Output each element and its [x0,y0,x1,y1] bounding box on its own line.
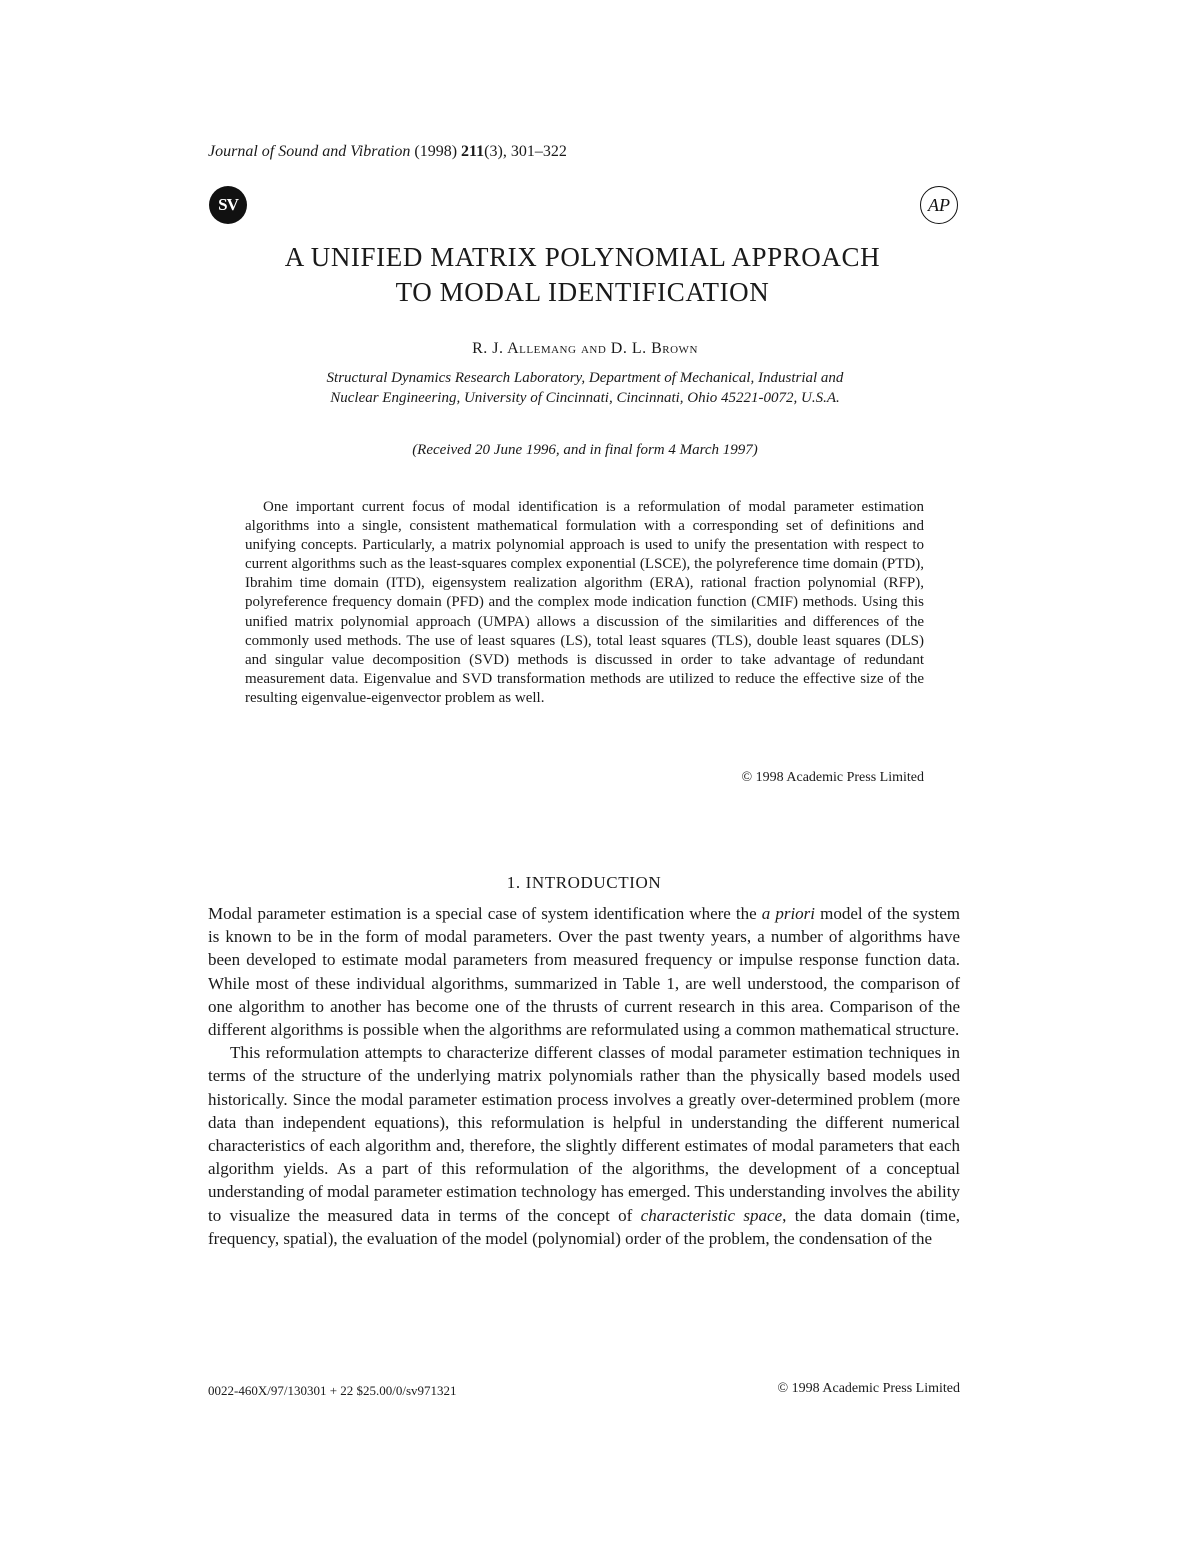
affiliation-line-1: Structural Dynamics Research Laboratory, Department of Mechanical, Industrial and [326,370,844,386]
paragraph-2-text-b: , the data domain (time, frequency, spatial), the evaluation of the model (polynomial) order of the problem, the condensation of the [208,1205,960,1248]
journal-name: Journal of Sound and Vibration [208,143,411,160]
received-dates: (Received 20 June 1996, and in final form 4 March 1997) [412,442,758,458]
abstract-copyright: © 1998 Academic Press Limited [741,770,924,785]
body-text [208,902,960,1250]
paragraph-1-text-b: model of the system is known to be in the form of modal parameters. Over the past twenty years, a number of algorithms have been developed to estimate modal parameters from measured frequency or impulse response function data. While most of these individual algorithms, summarized in Table 1, are well understood, the comparison of one algorithm to another has become one of the thrusts of current research in this area. Comparison of the different algorithms is possible when the algorithms are reformulated using a common mathematical structure. [208,904,960,1040]
footer-article-code: 0022-460X/97/130301 + 22 $25.00/0/sv971321 [208,1383,457,1398]
paragraph-1-italic: a priori [761,904,816,923]
affiliation-line-2: Nuclear Engineering, University of Cincinnati, Cincinnati, Ohio 45221-0072, U.S.A. [330,390,840,406]
paragraph-2-text-a: This reformulation attempts to characterize different classes of modal parameter estimation techniques in terms of the structure of the underlying matrix polynomials rather than the physically based models used historically. Since the modal parameter estimation process involves a greatly over-determined problem (more data than independent equations), this reformulation is helpful in understanding the different numerical characteristics of each algorithm and, therefore, the slightly different estimates of modal parameters that each algorithm yields. As a part of this reformulation of the algorithms, the development of a conceptual understanding of modal parameter estimation technology has emerged. This understanding involves the ability to visualize the measured data in terms of the concept of [208,1043,960,1225]
journal-volume: 211 [461,143,485,160]
journal-year: (1998) [414,143,458,160]
paragraph-2-italic: characteristic space [640,1205,783,1225]
affiliation [200,368,970,408]
ap-logo-icon: AP [920,186,958,224]
paragraph-1 [208,902,960,1041]
section-heading: 1. INTRODUCTION [506,873,662,892]
journal-citation [208,143,567,161]
abstract: One important current focus of modal identification is a reformulation of modal parameter estimation algorithms into a single, consistent mathematical formulation with a corresponding set of definitions and unifying concepts. Particularly, a matrix polynomial approach is used to unify the presentation with respect to current algorithms such as the least-squares complex exponential (LSCE), the polyreference time domain (PTD), Ibrahim time domain (ITD), eigensystem realization algorithm (ERA), rational fraction polynomial (RFP), polyreference frequency domain (PFD) and the complex mode indication function (CMIF) methods. Using this unified matrix polynomial approach (UMPA) allows a discussion of the similarities and differences of the commonly used methods. The use of least squares (LS), total least squares (TLS), double least squares (DLS) and singular value decomposition (SVD) methods is discussed in order to take advantage of redundant measurement data. Eigenvalue and SVD transformation methods are utilized to reduce the effective size of the resulting eigenvalue-eigenvector problem as well. [245,499,924,706]
paragraph-2 [208,1041,960,1250]
authors: R. J. Allemang and D. L. Brown [472,340,698,357]
paper-title [200,240,965,310]
journal-issue-pages: (3), 301–322 [484,143,567,160]
paragraph-1-text-a: Modal parameter estimation is a special case of system identification where the [208,904,762,923]
sv-logo-icon: SV [209,186,247,224]
title-line-2: TO MODAL IDENTIFICATION [395,277,770,307]
footer-copyright: © 1998 Academic Press Limited [777,1381,960,1396]
title-line-1: A UNIFIED MATRIX POLYNOMIAL APPROACH [284,242,881,272]
